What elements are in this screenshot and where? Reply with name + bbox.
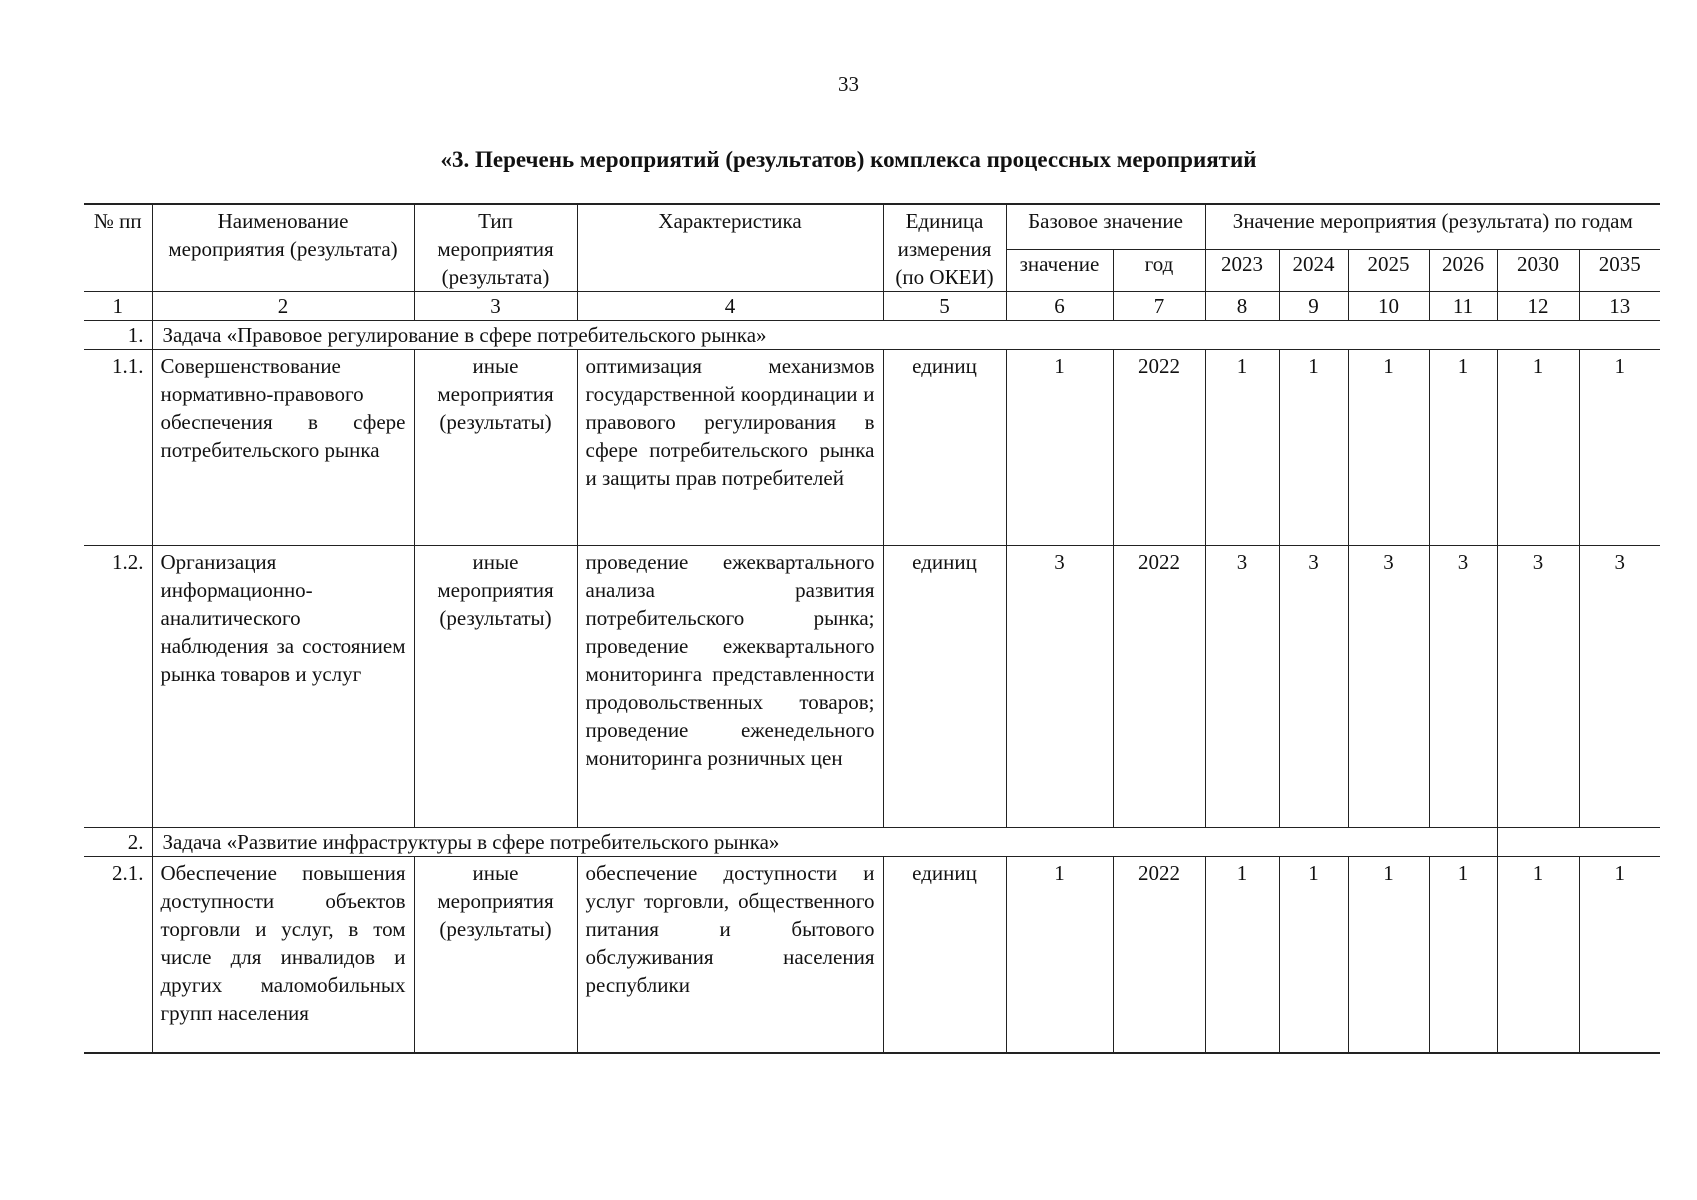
header-year: 2035 [1579,250,1660,292]
header-characteristic: Характеристика [577,204,883,292]
year-value: 3 [1279,546,1348,828]
year-value: 1 [1429,857,1497,1053]
year-value: 1 [1205,350,1279,546]
column-number: 12 [1497,292,1579,321]
column-number: 9 [1279,292,1348,321]
column-number: 10 [1348,292,1429,321]
base-value: 1 [1006,350,1113,546]
column-number: 8 [1205,292,1279,321]
task-row [84,321,1660,350]
year-value: 1 [1579,350,1660,546]
measure-name: Совершенствование нормативно-правового обеспечения в сфере потребительского рынка [152,350,414,546]
column-number: 6 [1006,292,1113,321]
row-number: 2.1. [84,857,152,1053]
year-value: 1 [1348,350,1429,546]
column-number: 5 [883,292,1006,321]
year-value: 3 [1348,546,1429,828]
task-row [84,828,1660,857]
header-no: № пп [84,204,152,292]
year-value: 1 [1279,350,1348,546]
task-row-filler [1497,321,1660,350]
measure-type: иные мероприятия (результаты) [414,350,577,546]
task-row-filler [1497,828,1660,857]
measure-unit: единиц [883,546,1006,828]
year-value: 1 [1348,857,1429,1053]
year-value: 3 [1429,546,1497,828]
measures-table [84,203,1660,1054]
header-year: 2026 [1429,250,1497,292]
base-year: 2022 [1113,546,1205,828]
measure-type: иные мероприятия (результаты) [414,546,577,828]
header-base-sub-year: год [1113,250,1205,292]
task-number: 2. [84,828,152,857]
task-title: Задача «Правовое регулирование в сфере потребительского рынка» [152,321,1497,350]
page-title: «3. Перечень мероприятий (результатов) комплекса процессных мероприятий [440,147,1257,172]
header-year: 2024 [1279,250,1348,292]
measure-characteristic: обеспечение доступности и услуг торговли, общественного питания и бытового обслуживания населения республики [577,857,883,1053]
header-name: Наименование мероприятия (результата) [152,204,414,292]
measure-characteristic: проведение ежеквартального анализа развития потребительского рынка; проведение ежеквартального мониторинга представленности продовольственных товаров; проведение еженедельного мониторинга розничных цен [577,546,883,828]
year-value: 1 [1497,350,1579,546]
measure-unit: единиц [883,350,1006,546]
year-value: 1 [1579,857,1660,1053]
measure-type: иные мероприятия (результаты) [414,857,577,1053]
base-value: 3 [1006,546,1113,828]
column-number: 3 [414,292,577,321]
column-number: 1 [84,292,152,321]
measure-characteristic: оптимизация механизмов государственной координации и правового регулирования в сфере потребительского рынка и защиты прав потребителей [577,350,883,546]
base-year: 2022 [1113,350,1205,546]
task-number: 1. [84,321,152,350]
column-number: 11 [1429,292,1497,321]
header-year: 2025 [1348,250,1429,292]
header-type: Тип мероприятия (результата) [414,204,577,292]
row-number: 1.2. [84,546,152,828]
base-year: 2022 [1113,857,1205,1053]
header-year: 2023 [1205,250,1279,292]
column-number: 4 [577,292,883,321]
table-row [84,350,1660,546]
header-base-sub-value: значение [1006,250,1113,292]
measure-name: Организация информационно-аналитического наблюдения за состоянием рынка товаров и услуг [152,546,414,828]
year-value: 3 [1579,546,1660,828]
header-unit: Единица измерения (по ОКЕИ) [883,204,1006,292]
year-value: 1 [1279,857,1348,1053]
row-number: 1.1. [84,350,152,546]
header-year: 2030 [1497,250,1579,292]
year-value: 3 [1497,546,1579,828]
page-number: 33 [838,72,859,96]
column-number: 7 [1113,292,1205,321]
year-value: 3 [1205,546,1279,828]
task-title: Задача «Развитие инфраструктуры в сфере потребительского рынка» [152,828,1497,857]
table-row [84,857,1660,1053]
column-number: 13 [1579,292,1660,321]
year-value: 1 [1497,857,1579,1053]
header-yearly-values: Значение мероприятия (результата) по годам [1205,204,1660,250]
year-value: 1 [1205,857,1279,1053]
measure-unit: единиц [883,857,1006,1053]
column-number: 2 [152,292,414,321]
table-row [84,546,1660,828]
header-base-value: Базовое значение [1006,204,1205,250]
year-value: 1 [1429,350,1497,546]
base-value: 1 [1006,857,1113,1053]
measure-name: Обеспечение повышения доступности объектов торговли и услуг, в том числе для инвалидов и других маломобильных групп населения [152,857,414,1053]
